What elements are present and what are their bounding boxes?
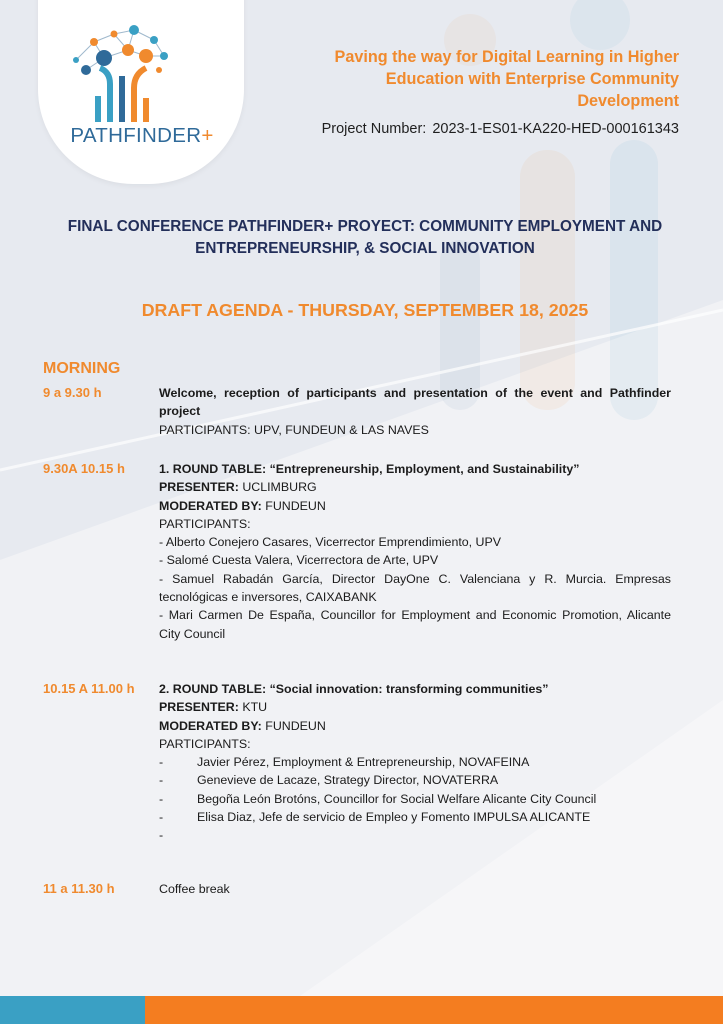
slot-title: 1. ROUND TABLE: “Entrepreneurship, Employment, and Sustainability” — [159, 462, 580, 476]
participant-text: Elisa Diaz, Jefe de servicio de Empleo y Fomento IMPULSA ALICANTE — [197, 810, 591, 825]
slot-presenter — [159, 478, 671, 496]
agenda-title: DRAFT AGENDA - THURSDAY, SEPTEMBER 18, 2025 — [141, 300, 589, 320]
pathfinder-tree-logo-icon — [64, 22, 176, 122]
footer-bar-blue — [0, 996, 145, 1024]
list-dash: - — [159, 828, 164, 843]
list-dash: - — [159, 755, 164, 770]
slot-time: 10.15 A 11.00 h — [43, 681, 135, 696]
moderator-label: MODERATED BY: — [159, 718, 262, 733]
logo-plus: + — [201, 124, 214, 147]
project-number-label: Project Number: — [321, 121, 427, 137]
project-number — [322, 121, 679, 137]
slot-title: Welcome, reception of participants and presentation of the event and Pathfinder project — [159, 386, 671, 419]
logo-name: PATHFINDER — [70, 124, 202, 147]
list-dash: - — [159, 773, 164, 788]
list-dash: - — [159, 810, 164, 825]
participant-item — [159, 753, 671, 771]
participant-item: - Mari Carmen De España, Councillor for Employment and Economic Promotion, Alicante City Council — [159, 608, 671, 641]
slot-body — [159, 680, 671, 845]
slot-presenter — [159, 698, 671, 716]
moderator-value: FUNDEUN — [265, 498, 326, 513]
moderator-label: MODERATED BY: — [159, 498, 262, 513]
participants-label: PARTICIPANTS: — [159, 736, 251, 751]
participant-item: - Salomé Cuesta Valera, Vicerrectora de Arte, UPV — [159, 553, 439, 568]
slot-participants: PARTICIPANTS: UPV, FUNDEUN & LAS NAVES — [159, 422, 429, 437]
slot-moderator — [159, 497, 671, 515]
moderator-value: FUNDEUN — [265, 718, 326, 733]
participant-item: - Samuel Rabadán García, Director DayOne C. Valenciana y R. Murcia. Empresas tecnológicas e inversores, CAIXABANK — [159, 571, 671, 605]
slot-body — [159, 460, 671, 643]
slot-body — [159, 880, 671, 898]
participant-text: Genevieve de Lacaze, Strategy Director, NOVATERRA — [197, 773, 499, 788]
project-number-value: 2023-1-ES01-KA220-HED-000161343 — [432, 121, 679, 137]
list-dash: - — [159, 791, 164, 806]
slot-body — [159, 384, 671, 439]
logo-wordmark — [42, 124, 242, 148]
presenter-label: PRESENTER: — [159, 480, 239, 495]
participant-item — [159, 771, 671, 789]
slot-time: 9 a 9.30 h — [43, 385, 102, 400]
participant-text — [197, 826, 671, 844]
slot-time: 11 a 11.30 h — [43, 881, 115, 896]
slot-moderator — [159, 717, 671, 735]
participant-item: - Alberto Conejero Casares, Vicerrector Emprendimiento, UPV — [159, 535, 502, 550]
participants-label: PARTICIPANTS: — [159, 516, 251, 531]
slot-title: 2. ROUND TABLE: “Social innovation: transforming communities” — [159, 682, 549, 696]
section-label-morning: MORNING — [43, 360, 121, 377]
participant-item — [159, 808, 671, 826]
slot-title: Coffee break — [159, 882, 230, 896]
participant-item — [159, 826, 671, 844]
slot-time: 9.30A 10.15 h — [43, 461, 125, 476]
participant-item — [159, 790, 671, 808]
participant-text: Begoña León Brotóns, Councillor for Social Welfare Alicante City Council — [197, 791, 597, 806]
project-tagline: Paving the way for Digital Learning in Higher Education with Enterprise Community Development — [334, 48, 679, 110]
presenter-value: KTU — [242, 700, 268, 715]
presenter-label: PRESENTER: — [159, 700, 239, 715]
presenter-value: UCLIMBURG — [242, 480, 317, 495]
footer-bar-orange — [145, 996, 723, 1024]
participant-text: Javier Pérez, Employment & Entrepreneurship, NOVAFEINA — [197, 755, 530, 770]
conference-title: FINAL CONFERENCE PATHFINDER+ PROYECT: COMMUNITY EMPLOYMENT AND ENTREPRENEURSHIP, & SOCIAL INNOVATION — [67, 218, 663, 257]
